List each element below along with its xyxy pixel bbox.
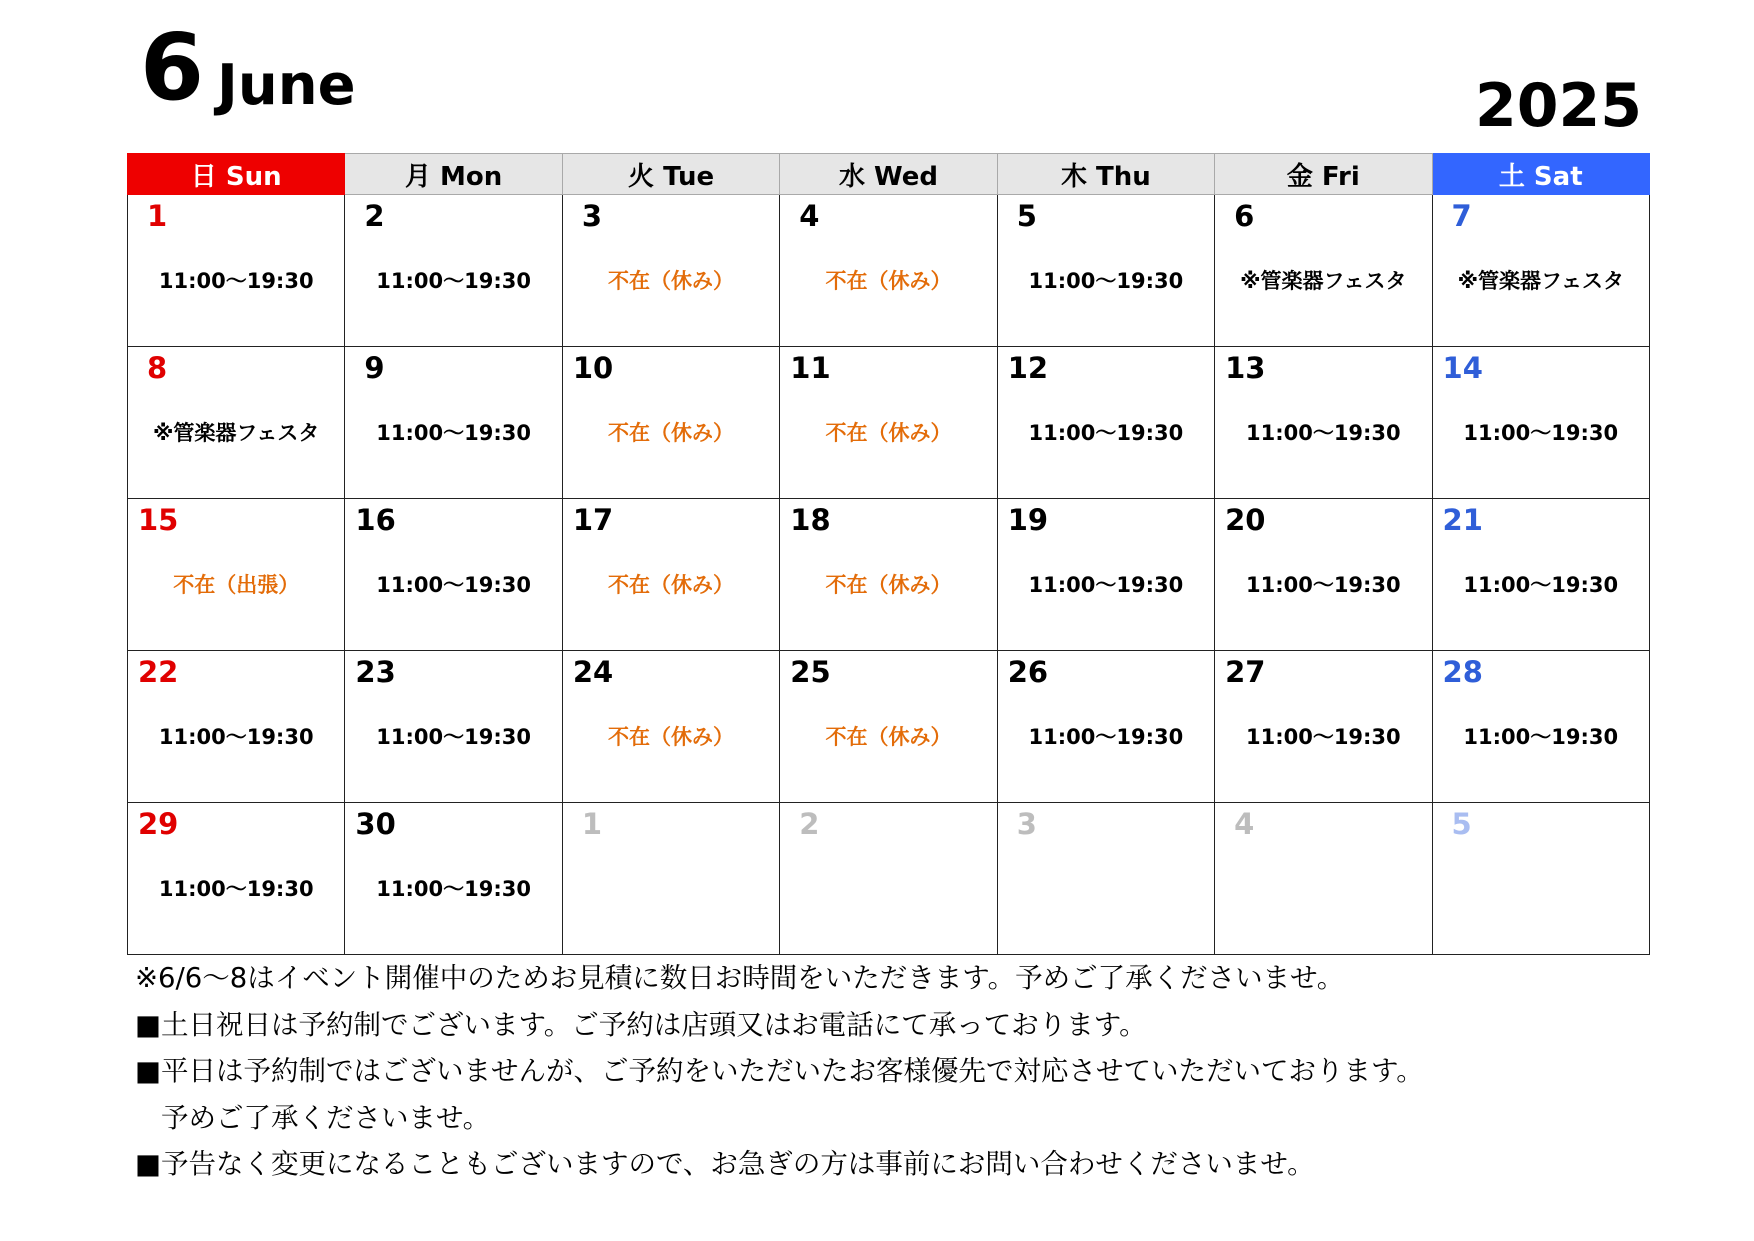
day-note: ※管楽器フェスタ	[1457, 269, 1624, 293]
calendar-day-cell	[345, 347, 562, 499]
year: 2025	[1475, 71, 1642, 141]
day-number: 26	[1007, 655, 1049, 689]
day-note: 11:00～19:30	[1463, 421, 1619, 445]
day-note: ※管楽器フェスタ	[153, 421, 320, 445]
calendar-day-cell	[345, 651, 562, 803]
calendar-week-row	[128, 347, 1650, 499]
weekday-mon: 月 Mon	[345, 154, 562, 195]
day-note: 11:00～19:30	[158, 269, 314, 293]
calendar-day-cell	[1215, 347, 1432, 499]
day-note: 11:00～19:30	[1245, 725, 1401, 749]
calendar-day-cell	[345, 803, 562, 955]
day-number: 6	[1234, 199, 1255, 233]
day-number: 16	[355, 503, 396, 537]
day-note: 不在（休み）	[825, 269, 952, 293]
day-number: 14	[1442, 351, 1483, 385]
calendar-day-cell	[128, 195, 345, 347]
calendar-day-cell	[128, 347, 345, 499]
day-note: 11:00～19:30	[376, 877, 531, 901]
calendar-day-cell	[1432, 651, 1649, 803]
notes-section	[135, 955, 1635, 1188]
calendar-week-row	[128, 499, 1650, 651]
calendar-day-cell	[1432, 803, 1649, 955]
calendar-day-cell	[1432, 499, 1649, 651]
calendar-day-cell	[780, 651, 997, 803]
day-note: 不在（出張）	[173, 573, 300, 597]
calendar-day-cell	[997, 651, 1214, 803]
day-number: 17	[572, 503, 614, 537]
month-name: June	[217, 53, 356, 118]
calendar-day-cell	[1432, 195, 1649, 347]
day-note: 11:00～19:30	[1245, 421, 1401, 445]
day-note: 不在（休み）	[825, 725, 952, 749]
day-number: 28	[1442, 655, 1483, 689]
day-number: 9	[364, 351, 385, 385]
day-number: 19	[1007, 503, 1049, 537]
day-number: 20	[1225, 503, 1266, 537]
day-number: 5	[1016, 199, 1037, 233]
calendar-body	[128, 195, 1650, 955]
calendar-day-cell	[562, 651, 779, 803]
day-number: 30	[355, 807, 396, 841]
weekday-header-row	[128, 154, 1650, 195]
day-note: 11:00～19:30	[158, 725, 314, 749]
calendar-week-row	[128, 651, 1650, 803]
calendar-day-cell	[997, 499, 1214, 651]
day-number: 8	[147, 351, 168, 385]
calendar-day-cell	[562, 803, 779, 955]
weekday-wed: 水 Wed	[780, 154, 997, 195]
day-number: 24	[572, 655, 614, 689]
note-weekday-priority-continued: 予めご了承くださいませ。	[161, 1101, 491, 1134]
calendar-grid	[127, 153, 1650, 955]
day-note: 11:00～19:30	[376, 269, 531, 293]
day-number: 12	[1007, 351, 1049, 385]
day-number: 2	[364, 199, 385, 233]
note-schedule-change: ■予告なく変更になることもございますので、お急ぎの方は事前にお問い合わせくださいませ。	[135, 1148, 1315, 1180]
day-number: 29	[138, 807, 179, 841]
calendar-day-cell	[780, 499, 997, 651]
day-note: 11:00～19:30	[376, 573, 531, 597]
day-number: 18	[790, 503, 831, 537]
day-number: 27	[1225, 655, 1266, 689]
day-number: 11	[790, 351, 831, 385]
day-number: 5	[1451, 807, 1472, 841]
calendar-week-row	[128, 803, 1650, 955]
note-weekend-reservation: ■土日祝日は予約制でございます。ご予約は店頭又はお電話にて承っております。	[135, 1008, 1147, 1041]
calendar-week-row	[128, 195, 1650, 347]
day-number: 23	[355, 655, 396, 689]
day-number: 10	[572, 351, 614, 385]
calendar-day-cell	[128, 499, 345, 651]
calendar-day-cell	[780, 195, 997, 347]
day-note: 不在（休み）	[608, 269, 735, 293]
calendar-day-cell	[997, 347, 1214, 499]
calendar-day-cell	[562, 347, 779, 499]
day-number: 22	[138, 655, 179, 689]
calendar-day-cell	[1215, 499, 1432, 651]
day-note: 11:00～19:30	[1463, 573, 1619, 597]
day-note: 不在（休み）	[608, 573, 735, 597]
day-note: ※管楽器フェスタ	[1240, 269, 1407, 293]
day-note: 11:00～19:30	[1028, 421, 1184, 445]
weekday-tue: 火 Tue	[562, 154, 779, 195]
weekday-thu: 木 Thu	[997, 154, 1214, 195]
day-number: 1	[147, 199, 168, 233]
calendar-day-cell	[562, 499, 779, 651]
day-note: 11:00～19:30	[376, 725, 531, 749]
calendar-day-cell	[128, 803, 345, 955]
day-number: 13	[1225, 351, 1266, 385]
day-number: 2	[799, 807, 820, 841]
day-note: 11:00～19:30	[1463, 725, 1619, 749]
calendar-day-cell	[345, 499, 562, 651]
calendar-day-cell	[1215, 803, 1432, 955]
calendar-day-cell	[562, 195, 779, 347]
day-note: 不在（休み）	[608, 421, 735, 445]
day-number: 21	[1442, 503, 1483, 537]
day-number: 7	[1451, 199, 1472, 233]
day-number: 15	[138, 503, 179, 537]
day-number: 25	[790, 655, 831, 689]
day-number: 3	[581, 199, 603, 233]
day-number: 4	[1234, 807, 1255, 841]
weekday-fri: 金 Fri	[1215, 154, 1432, 195]
day-number: 1	[581, 807, 603, 841]
weekday-sun: 日 Sun	[128, 154, 345, 195]
weekday-sat: 土 Sat	[1432, 154, 1649, 195]
note-weekday-priority: ■平日は予約制ではございませんが、ご予約をいただいたお客様優先で対応させていただいております。	[135, 1055, 1424, 1087]
day-note: 不在（休み）	[825, 573, 952, 597]
day-note: 11:00～19:30	[1028, 725, 1184, 749]
day-note: 11:00～19:30	[158, 877, 314, 901]
day-number: 4	[799, 199, 820, 233]
day-note: 11:00～19:30	[1028, 269, 1184, 293]
day-note: 不在（休み）	[608, 725, 735, 749]
calendar-day-cell	[780, 803, 997, 955]
day-note: 11:00～19:30	[1245, 573, 1401, 597]
calendar-day-cell	[1215, 195, 1432, 347]
calendar-day-cell	[1215, 651, 1432, 803]
note-event: ※6/6～8はイベント開催中のためお見積に数日お時間をいただきます。予めご了承くださいませ。	[135, 962, 1345, 994]
day-number: 3	[1016, 807, 1037, 841]
month-number: 6	[140, 14, 205, 121]
calendar-day-cell	[997, 803, 1214, 955]
calendar-day-cell	[1432, 347, 1649, 499]
day-note: 不在（休み）	[825, 421, 952, 445]
calendar-day-cell	[780, 347, 997, 499]
calendar-day-cell	[345, 195, 562, 347]
day-note: 11:00～19:30	[1028, 573, 1184, 597]
day-note: 11:00～19:30	[376, 421, 531, 445]
calendar-day-cell	[128, 651, 345, 803]
calendar-day-cell	[997, 195, 1214, 347]
